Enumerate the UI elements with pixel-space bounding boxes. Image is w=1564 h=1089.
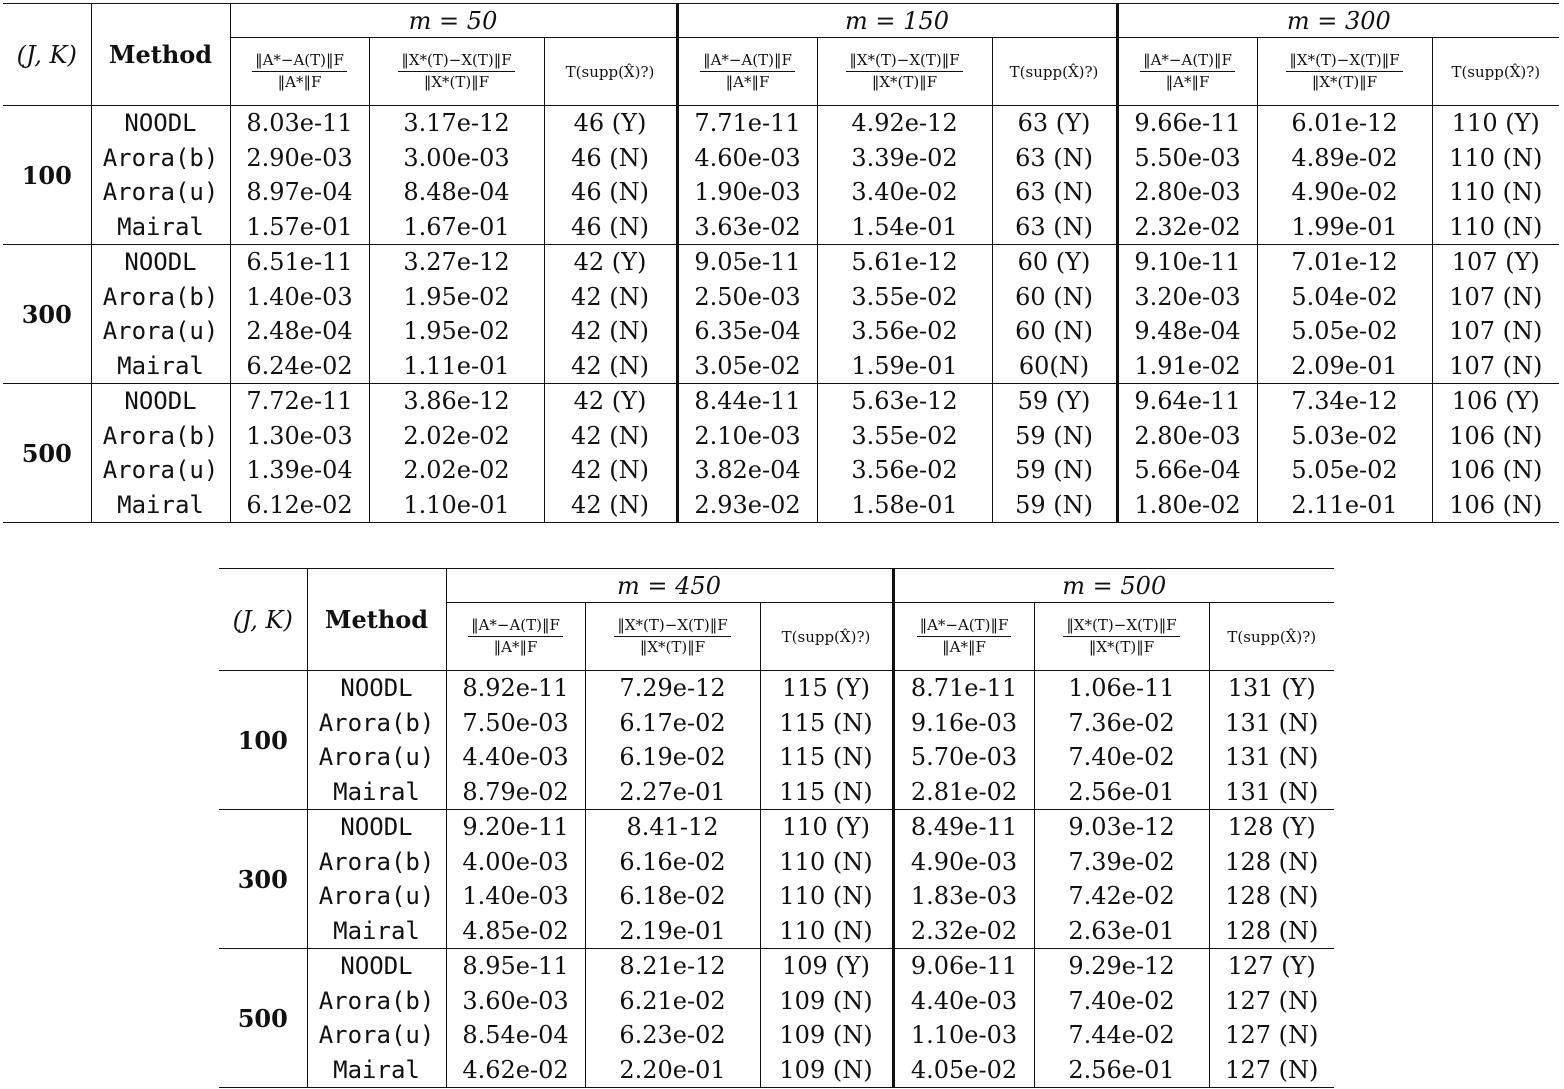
table-cell: 5.50e-03 <box>1117 141 1257 176</box>
table-cell: 8.92e-11 <box>446 671 585 706</box>
table-cell: 60 (N) <box>992 314 1117 349</box>
header-coefficient-error-numerator: ‖X*(T)−X(T)‖F <box>614 617 730 637</box>
table-cell: 60(N) <box>992 349 1117 384</box>
table-row <box>219 1018 1334 1053</box>
table-row <box>3 141 1559 176</box>
header-coefficient-error-fraction <box>614 617 730 657</box>
table-cell: 5.05e-02 <box>1257 314 1432 349</box>
table-cell: 42 (N) <box>544 314 677 349</box>
table-cell: 8.49e-11 <box>893 810 1034 845</box>
header-m-value: m = 450 <box>446 569 893 603</box>
table-cell: 3.27e-12 <box>369 245 544 280</box>
table-cell: 115 (N) <box>760 706 893 741</box>
header-coefficient-error-fraction <box>1063 617 1179 657</box>
table-cell: 127 (N) <box>1209 1053 1334 1088</box>
table-cell: 7.50e-03 <box>446 706 585 741</box>
table-cell: 9.29e-12 <box>1034 949 1209 984</box>
header-method: Method <box>307 569 446 671</box>
results-table-1 <box>3 3 1559 523</box>
table-cell: 3.00e-03 <box>369 141 544 176</box>
table-cell: 3.56e-02 <box>817 453 992 488</box>
table-cell: 3.55e-02 <box>817 280 992 315</box>
table-cell: 1.57e-01 <box>230 210 369 245</box>
table-cell: 8.95e-11 <box>446 949 585 984</box>
table-cell: 2.50e-03 <box>677 280 817 315</box>
table-cell: 6.01e-12 <box>1257 106 1432 141</box>
table-row <box>219 914 1334 949</box>
table-cell: 1.11e-01 <box>369 349 544 384</box>
table-cell: 1.99e-01 <box>1257 210 1432 245</box>
header-coefficient-error-fraction <box>846 52 962 92</box>
table-cell: 128 (N) <box>1209 879 1334 914</box>
header-coefficient-error-denominator: ‖X*(T)‖F <box>639 638 706 656</box>
table-cell: 1.10e-01 <box>369 488 544 523</box>
header-coefficient-error <box>817 38 992 106</box>
table-row <box>219 949 1334 984</box>
header-dictionary-error-fraction <box>700 52 795 92</box>
table-cell: 7.71e-11 <box>677 106 817 141</box>
table-cell: 42 (N) <box>544 419 677 454</box>
table-cell: 1.06e-11 <box>1034 671 1209 706</box>
table-cell: 6.12e-02 <box>230 488 369 523</box>
header-dictionary-error <box>677 38 817 106</box>
table-cell: 127 (N) <box>1209 984 1334 1019</box>
table-cell: 4.00e-03 <box>446 845 585 880</box>
method-name: Arora(u) <box>91 175 230 210</box>
header-coefficient-error <box>369 38 544 106</box>
table-cell: 3.60e-03 <box>446 984 585 1019</box>
table-cell: 110 (N) <box>760 845 893 880</box>
table-row <box>3 210 1559 245</box>
table-row <box>3 280 1559 315</box>
header-coefficient-error-denominator: ‖X*(T)‖F <box>1088 638 1155 656</box>
table-row <box>219 879 1334 914</box>
table-cell: 6.51e-11 <box>230 245 369 280</box>
table-cell: 1.40e-03 <box>230 280 369 315</box>
table-cell: 6.17e-02 <box>585 706 760 741</box>
table-cell: 4.62e-02 <box>446 1053 585 1088</box>
table-row <box>219 706 1334 741</box>
table-cell: 8.03e-11 <box>230 106 369 141</box>
table-cell: 7.39e-02 <box>1034 845 1209 880</box>
table-cell: 131 (N) <box>1209 775 1334 810</box>
table-cell: 6.19e-02 <box>585 740 760 775</box>
table-cell: 4.85e-02 <box>446 914 585 949</box>
table-cell: 46 (N) <box>544 141 677 176</box>
header-dictionary-error-denominator: ‖A*‖F <box>277 73 322 91</box>
group-jk-value: 500 <box>219 949 307 1088</box>
table-cell: 9.66e-11 <box>1117 106 1257 141</box>
table-cell: 1.83e-03 <box>893 879 1034 914</box>
table-cell: 6.35e-04 <box>677 314 817 349</box>
method-name: Arora(b) <box>91 419 230 454</box>
method-name: Arora(u) <box>307 1018 446 1053</box>
header-dictionary-error-fraction <box>468 617 563 657</box>
table-cell: 3.86e-12 <box>369 384 544 419</box>
header-m-value: m = 500 <box>893 569 1334 603</box>
table-cell: 8.21e-12 <box>585 949 760 984</box>
table-cell: 42 (N) <box>544 280 677 315</box>
header-dictionary-error <box>893 603 1034 671</box>
table-row <box>3 349 1559 384</box>
header-row-m <box>3 4 1559 38</box>
table-cell: 5.03e-02 <box>1257 419 1432 454</box>
table-cell: 115 (Y) <box>760 671 893 706</box>
table-cell: 8.79e-02 <box>446 775 585 810</box>
table-cell: 107 (Y) <box>1432 245 1559 280</box>
table-cell: 110 (N) <box>1432 210 1559 245</box>
table-cell: 9.03e-12 <box>1034 810 1209 845</box>
table-cell: 127 (Y) <box>1209 949 1334 984</box>
table-cell: 2.11e-01 <box>1257 488 1432 523</box>
table-cell: 8.97e-04 <box>230 175 369 210</box>
table-cell: 7.40e-02 <box>1034 740 1209 775</box>
table-cell: 110 (Y) <box>1432 106 1559 141</box>
table-cell: 4.89e-02 <box>1257 141 1432 176</box>
table-cell: 1.90e-03 <box>677 175 817 210</box>
table-cell: 4.40e-03 <box>446 740 585 775</box>
header-jk: (J, K) <box>3 4 91 106</box>
table-cell: 3.05e-02 <box>677 349 817 384</box>
method-name: NOODL <box>307 949 446 984</box>
table-cell: 9.16e-03 <box>893 706 1034 741</box>
method-name: Arora(u) <box>91 314 230 349</box>
method-name: Mairal <box>91 488 230 523</box>
table-cell: 115 (N) <box>760 775 893 810</box>
table-cell: 63 (Y) <box>992 106 1117 141</box>
table-cell: 128 (N) <box>1209 845 1334 880</box>
table-row <box>219 810 1334 845</box>
table-cell: 2.10e-03 <box>677 419 817 454</box>
table-cell: 42 (Y) <box>544 245 677 280</box>
table-cell: 107 (N) <box>1432 349 1559 384</box>
table-cell: 131 (N) <box>1209 706 1334 741</box>
table-cell: 109 (N) <box>760 1053 893 1088</box>
header-m-value: m = 50 <box>230 4 677 38</box>
table-cell: 2.56e-01 <box>1034 775 1209 810</box>
table-cell: 1.91e-02 <box>1117 349 1257 384</box>
header-coefficient-error-fraction <box>1286 52 1402 92</box>
header-dictionary-error-fraction <box>252 52 347 92</box>
table-row <box>3 453 1559 488</box>
header-coefficient-error <box>585 603 760 671</box>
header-iterations: T(supp(X̂)?) <box>544 38 677 106</box>
table-cell: 128 (N) <box>1209 914 1334 949</box>
header-dictionary-error-fraction <box>1140 52 1235 92</box>
method-name: Arora(b) <box>91 141 230 176</box>
table-cell: 2.48e-04 <box>230 314 369 349</box>
table-cell: 4.92e-12 <box>817 106 992 141</box>
table-cell: 6.18e-02 <box>585 879 760 914</box>
table-cell: 42 (N) <box>544 453 677 488</box>
header-iterations: T(supp(X̂)?) <box>1432 38 1559 106</box>
method-name: NOODL <box>307 671 446 706</box>
table-cell: 3.82e-04 <box>677 453 817 488</box>
table-cell: 2.20e-01 <box>585 1053 760 1088</box>
header-dictionary-error <box>1117 38 1257 106</box>
method-name: Arora(u) <box>307 740 446 775</box>
group-jk-value: 300 <box>3 245 91 384</box>
table-cell: 3.55e-02 <box>817 419 992 454</box>
table-cell: 1.30e-03 <box>230 419 369 454</box>
table-cell: 8.71e-11 <box>893 671 1034 706</box>
header-dictionary-error-fraction <box>917 617 1012 657</box>
header-coefficient-error-numerator: ‖X*(T)−X(T)‖F <box>846 52 962 72</box>
method-name: NOODL <box>307 810 446 845</box>
table-cell: 7.42e-02 <box>1034 879 1209 914</box>
table-cell: 42 (N) <box>544 488 677 523</box>
table-cell: 8.44e-11 <box>677 384 817 419</box>
header-row-metrics <box>3 38 1559 106</box>
header-dictionary-error-numerator: ‖A*−A(T)‖F <box>468 617 563 637</box>
table-cell: 5.66e-04 <box>1117 453 1257 488</box>
header-row-m <box>219 569 1334 603</box>
method-name: NOODL <box>91 384 230 419</box>
group-jk-value: 100 <box>237 725 288 755</box>
table-cell: 1.10e-03 <box>893 1018 1034 1053</box>
table-cell: 2.09e-01 <box>1257 349 1432 384</box>
table-cell: 2.32e-02 <box>893 914 1034 949</box>
table-cell: 2.56e-01 <box>1034 1053 1209 1088</box>
table-cell: 5.05e-02 <box>1257 453 1432 488</box>
table-row <box>219 671 1334 706</box>
table-row <box>3 175 1559 210</box>
table-cell: 4.90e-03 <box>893 845 1034 880</box>
header-iterations: T(supp(X̂)?) <box>1209 603 1334 671</box>
table-cell: 46 (N) <box>544 210 677 245</box>
table-cell: 2.80e-03 <box>1117 419 1257 454</box>
table-cell: 1.54e-01 <box>817 210 992 245</box>
table-cell: 59 (N) <box>992 419 1117 454</box>
table-cell: 63 (N) <box>992 141 1117 176</box>
table-cell: 7.44e-02 <box>1034 1018 1209 1053</box>
table-cell: 9.48e-04 <box>1117 314 1257 349</box>
table-cell: 5.61e-12 <box>817 245 992 280</box>
table-cell: 110 (N) <box>1432 141 1559 176</box>
table-cell: 4.90e-02 <box>1257 175 1432 210</box>
table-cell: 107 (N) <box>1432 314 1559 349</box>
header-dictionary-error-denominator: ‖A*‖F <box>725 73 770 91</box>
header-method: Method <box>91 4 230 106</box>
table-cell: 9.20e-11 <box>446 810 585 845</box>
header-dictionary-error-denominator: ‖A*‖F <box>942 638 986 656</box>
header-dictionary-error-numerator: ‖A*−A(T)‖F <box>917 617 1012 637</box>
header-dictionary-error-denominator: ‖A*‖F <box>493 638 538 656</box>
header-coefficient-error-numerator: ‖X*(T)−X(T)‖F <box>1063 617 1179 637</box>
table-cell: 7.01e-12 <box>1257 245 1432 280</box>
table-cell: 7.36e-02 <box>1034 706 1209 741</box>
table-row <box>219 740 1334 775</box>
header-m-value: m = 150 <box>677 4 1117 38</box>
table-cell: 59 (N) <box>992 488 1117 523</box>
method-name: Mairal <box>307 1053 446 1088</box>
header-dictionary-error-numerator: ‖A*−A(T)‖F <box>1140 52 1235 72</box>
table-cell: 9.64e-11 <box>1117 384 1257 419</box>
table-cell: 60 (N) <box>992 280 1117 315</box>
table-cell: 5.70e-03 <box>893 740 1034 775</box>
table-cell: 2.02e-02 <box>369 419 544 454</box>
table-cell: 1.58e-01 <box>817 488 992 523</box>
table-cell: 2.32e-02 <box>1117 210 1257 245</box>
table-cell: 131 (Y) <box>1209 671 1334 706</box>
table-cell: 63 (N) <box>992 175 1117 210</box>
table-cell: 1.67e-01 <box>369 210 544 245</box>
header-iterations: T(supp(X̂)?) <box>992 38 1117 106</box>
table-cell: 2.81e-02 <box>893 775 1034 810</box>
table-row <box>3 245 1559 280</box>
table-cell: 42 (N) <box>544 349 677 384</box>
table-cell: 6.21e-02 <box>585 984 760 1019</box>
table-row <box>219 1053 1334 1088</box>
header-iterations: T(supp(X̂)?) <box>760 603 893 671</box>
table-row <box>3 488 1559 523</box>
method-name: Mairal <box>307 775 446 810</box>
method-name: Arora(b) <box>307 845 446 880</box>
table-cell: 106 (N) <box>1432 488 1559 523</box>
table-cell: 1.80e-02 <box>1117 488 1257 523</box>
table-cell: 109 (N) <box>760 984 893 1019</box>
table-cell: 2.19e-01 <box>585 914 760 949</box>
table-cell: 59 (Y) <box>992 384 1117 419</box>
table-cell: 9.05e-11 <box>677 245 817 280</box>
table-cell: 7.34e-12 <box>1257 384 1432 419</box>
table-row <box>3 106 1559 141</box>
table-cell: 8.48e-04 <box>369 175 544 210</box>
method-name: Arora(b) <box>91 280 230 315</box>
table-cell: 59 (N) <box>992 453 1117 488</box>
method-name: Arora(u) <box>307 879 446 914</box>
group-jk-value: 100 <box>21 160 72 190</box>
table-cell: 1.40e-03 <box>446 879 585 914</box>
table-row <box>3 419 1559 454</box>
header-coefficient-error-denominator: ‖X*(T)‖F <box>871 73 938 91</box>
table-cell: 4.60e-03 <box>677 141 817 176</box>
header-dictionary-error <box>230 38 369 106</box>
table-cell: 1.95e-02 <box>369 280 544 315</box>
table-cell: 7.40e-02 <box>1034 984 1209 1019</box>
table-cell: 109 (N) <box>760 1018 893 1053</box>
table-cell: 46 (N) <box>544 175 677 210</box>
table-cell: 2.27e-01 <box>585 775 760 810</box>
table-cell: 3.63e-02 <box>677 210 817 245</box>
header-coefficient-error-denominator: ‖X*(T)‖F <box>1311 73 1378 91</box>
table-cell: 6.23e-02 <box>585 1018 760 1053</box>
table-cell: 3.17e-12 <box>369 106 544 141</box>
table-cell: 4.40e-03 <box>893 984 1034 1019</box>
table-cell: 9.06e-11 <box>893 949 1034 984</box>
table-cell: 7.72e-11 <box>230 384 369 419</box>
table-cell: 3.56e-02 <box>817 314 992 349</box>
results-table-2 <box>219 568 1334 1088</box>
header-coefficient-error-fraction <box>398 52 514 92</box>
table-cell: 110 (N) <box>760 879 893 914</box>
header-dictionary-error-numerator: ‖A*−A(T)‖F <box>252 52 347 72</box>
table-row <box>219 984 1334 1019</box>
table-cell: 42 (Y) <box>544 384 677 419</box>
table-cell: 9.10e-11 <box>1117 245 1257 280</box>
header-coefficient-error <box>1034 603 1209 671</box>
method-name: Arora(u) <box>91 453 230 488</box>
header-m-value: m = 300 <box>1117 4 1559 38</box>
table-cell: 2.02e-02 <box>369 453 544 488</box>
table-cell: 131 (N) <box>1209 740 1334 775</box>
table-cell: 110 (N) <box>1432 175 1559 210</box>
table-cell: 106 (N) <box>1432 419 1559 454</box>
table-cell: 1.39e-04 <box>230 453 369 488</box>
header-jk: (J, K) <box>219 569 307 671</box>
table-cell: 3.39e-02 <box>817 141 992 176</box>
table-cell: 2.93e-02 <box>677 488 817 523</box>
header-dictionary-error <box>446 603 585 671</box>
table-cell: 2.90e-03 <box>230 141 369 176</box>
method-name: NOODL <box>91 245 230 280</box>
header-dictionary-error-numerator: ‖A*−A(T)‖F <box>700 52 795 72</box>
table-cell: 7.29e-12 <box>585 671 760 706</box>
table-row <box>3 384 1559 419</box>
table-cell: 2.63e-01 <box>1034 914 1209 949</box>
table-cell: 8.41-12 <box>585 810 760 845</box>
table-cell: 115 (N) <box>760 740 893 775</box>
table-cell: 106 (Y) <box>1432 384 1559 419</box>
table-cell: 3.40e-02 <box>817 175 992 210</box>
header-coefficient-error-denominator: ‖X*(T)‖F <box>423 73 490 91</box>
table-cell: 107 (N) <box>1432 280 1559 315</box>
method-name: Mairal <box>91 349 230 384</box>
table-cell: 109 (Y) <box>760 949 893 984</box>
table-cell: 5.04e-02 <box>1257 280 1432 315</box>
table-cell: 127 (N) <box>1209 1018 1334 1053</box>
table-cell: 60 (Y) <box>992 245 1117 280</box>
table-cell: 1.59e-01 <box>817 349 992 384</box>
header-coefficient-error-numerator: ‖X*(T)−X(T)‖F <box>398 52 514 72</box>
table-cell: 3.20e-03 <box>1117 280 1257 315</box>
group-jk-value: 500 <box>3 384 91 523</box>
method-name: Mairal <box>307 914 446 949</box>
method-name: Mairal <box>91 210 230 245</box>
table-cell: 110 (Y) <box>760 810 893 845</box>
table-cell: 1.95e-02 <box>369 314 544 349</box>
method-name: NOODL <box>91 106 230 141</box>
header-coefficient-error <box>1257 38 1432 106</box>
method-name: Arora(b) <box>307 984 446 1019</box>
group-jk-value: 300 <box>219 810 307 949</box>
table-cell: 128 (Y) <box>1209 810 1334 845</box>
table-cell: 5.63e-12 <box>817 384 992 419</box>
table-cell: 2.80e-03 <box>1117 175 1257 210</box>
table-cell: 6.16e-02 <box>585 845 760 880</box>
table-cell: 46 (Y) <box>544 106 677 141</box>
table-cell: 4.05e-02 <box>893 1053 1034 1088</box>
table-cell: 63 (N) <box>992 210 1117 245</box>
table-cell: 6.24e-02 <box>230 349 369 384</box>
table-cell: 8.54e-04 <box>446 1018 585 1053</box>
table-row <box>3 314 1559 349</box>
table-row <box>219 775 1334 810</box>
header-dictionary-error-denominator: ‖A*‖F <box>1165 73 1210 91</box>
table-cell: 106 (N) <box>1432 453 1559 488</box>
table-row <box>219 845 1334 880</box>
header-coefficient-error-numerator: ‖X*(T)−X(T)‖F <box>1286 52 1402 72</box>
method-name: Arora(b) <box>307 706 446 741</box>
table-cell: 110 (N) <box>760 914 893 949</box>
